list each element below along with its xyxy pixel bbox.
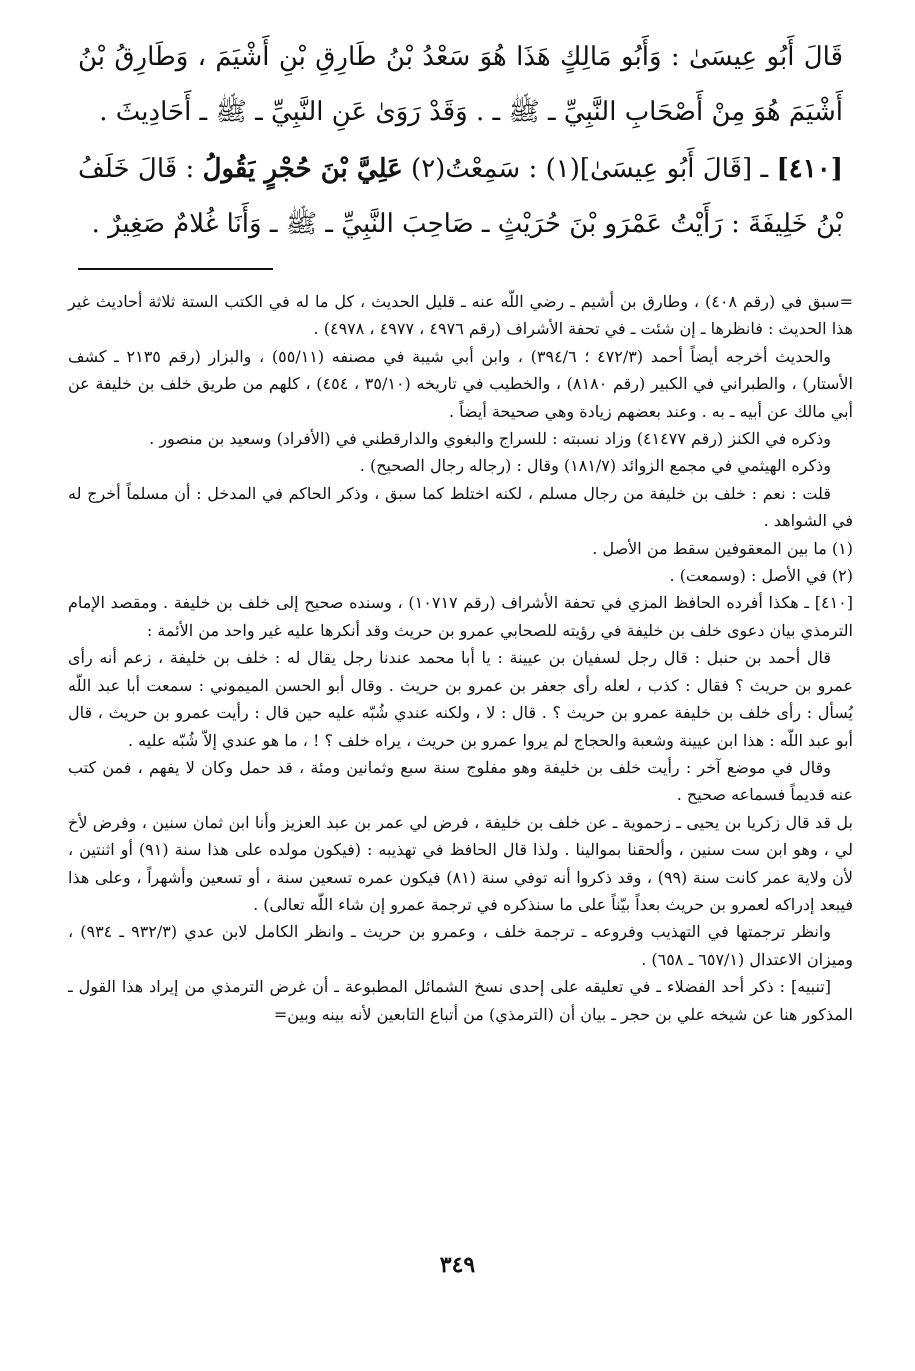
hadith-number: [٤١٠] bbox=[776, 154, 844, 184]
footnote-paragraph: قلت : نعم : خلف بن خليفة من رجال مسلم ، لكنه اختلط كما سبق ، وذكر الحاكم في المدخل : أن مسلماً أخرج له في الشواهد . bbox=[68, 483, 853, 531]
footnote-paragraph: قال أحمد بن حنبل : قال رجل لسفيان بن عيينة : يا أبا محمد عندنا رجل يقال له : خلف بن خليفة ، زعم أنه رأى عمرو بن حريث ؟ فقال : كذب ، لعله رأى جعفر بن عمرو بن حريث . وقال أبو الحسن الميموني : سمعت أبا عبد اللّه يُسأل : رأى خلف بن خليفة عمرو بن حريث ؟ . قال : لا ، ولكنه عندي شُبّه عليه حين قال : رأيت عمرو بن حريث ، قال أبو عبد اللّه : هذا ابن عيينة وشعبة والحجاج لم يروا عمرو بن حريث ، يراه خلف ؟ ! ، ما هو عندي إلاّ شُبّه عليه . bbox=[68, 648, 853, 750]
hadith-410 bbox=[78, 142, 843, 252]
footnote-divider bbox=[78, 268, 273, 270]
footnote-paragraph: بل قد قال زكريا بن يحيى ـ زحموية ـ عن خلف بن خليفة ، فرض لي عمر بن عبد العزيز وأنا ابن ثمان سنين ، وفرض لأخ لي ، وهو ابن ست سنين ، وألحقنا بموالينا . ولذا قال الحافظ في تهذيبه : (فيكون مولده على هذا سنة (٩١) أو اثنتين ، لأن ولاية عمر كانت سنة (٩٩) ، وقد ذكروا أنه توفي سنة (٨١) فيكون عمره تسعين سنة ، أو تسعين وأشهراً ، وعلى هذا فيبعد إدراكه لعمرو بن حريث بعداً بيّناً على ما سنذكره في ترجمة عمرو إن شاء اللّه تعالى) . bbox=[68, 812, 853, 914]
footnote-paragraph: والحديث أخرجه أيضاً أحمد (٤٧٢/٣ ؛ ٣٩٤/٦) ، وابن أبي شيبة في مصنفه (٥٥/١١) ، والبزار (رقم ٢١٣٥ ـ كشف الأستار) ، والطبراني في الكبير (رقم ٨١٨٠) ، والخطيب في تاريخه (٣٥/١٠ ، ٤٥٤) ، كلهم من طريق خلف بن خليفة عن أبي مالك عن أبيه ـ به . وعند بعضهم زيادة وهي صحيحة أيضاً . bbox=[68, 346, 854, 421]
footnote-paragraph: وقال في موضع آخر : رأيت خلف بن خليفة وهو مفلوج سنة سبع وثمانين ومئة ، قد حمل وكان لا يفهم ، فمن كتب عنه قديماً فسماعه صحيح . bbox=[68, 757, 853, 805]
footnote-paragraph: وذكره في الكنز (رقم ٤١٤٧٧) وزاد نسبته : للسراج والبغوي والدارقطني في (الأفراد) وسعيد بن منصور . bbox=[149, 429, 831, 449]
page-number: ٣٤٩ bbox=[439, 1252, 476, 1278]
hadith-body: : قَالَ خَلَفُ بْنُ خَلِيفَةَ : رَأَيْتُ عَمْرَو بْنَ حُرَيْثٍ ـ صَاحِبَ النَّبِيِّ ـ ﷺ ـ وَأَنَا غُلامٌ صَغِيرٌ . bbox=[78, 154, 843, 239]
footnote-2: (٢) في الأصل : (وسمعت) . bbox=[669, 566, 853, 586]
main-paragraph: قَالَ أَبُو عِيسَىٰ : وَأَبُو مَالِكٍ هَذَا هُوَ سَعْدُ بْنُ طَارِقِ بْنِ أَشْيَمَ ، وَطَارِقُ بْنُ أَشْيَمَ هُوَ مِنْ أَصْحَابِ النَّبِيِّ ـ ﷺ ـ . وَقَدْ رَوَىٰ عَنِ النَّبِيِّ ـ ﷺ ـ أَحَادِيثَ . bbox=[78, 42, 843, 127]
footnote-410: [٤١٠] ـ هكذا أفرده الحافظ المزي في تحفة الأشراف (رقم ١٠٧١٧) ، وسنده صحيح إلى خلف بن خليفة . ومقصد الإمام الترمذي بيان دعوى خلف بن خليفة في رؤيته للصحابي عمرو بن حريث وقد أنكرها عليه غير واحد من الأئمة : bbox=[68, 593, 854, 640]
footnote-note: [تنبيه] : ذكر أحد الفضلاء ـ في تعليقه على إحدى نسخ الشمائل المطبوعة ـ أن غرض الترمذي من إيراد هذا القول ـ المذكور هنا عن شيخه علي بن حجر ـ بيان أن (الترمذي) من أتباع التابعين لأنه بينه وبين= bbox=[68, 977, 853, 1024]
footnote-1: (١) ما بين المعقوفين سقط من الأصل . bbox=[592, 538, 853, 558]
hadith-opening: ـ [قَالَ أَبُو عِيسَىٰ](١) : سَمِعْتُ(٢) bbox=[402, 154, 777, 184]
footnotes bbox=[68, 288, 853, 1028]
hadith-narrator: عَلِيَّ بْنَ حُجْرٍ يَقُولُ bbox=[202, 154, 403, 184]
footnote-paragraph: وذكره الهيثمي في مجمع الزوائد (١٨١/٧) وقال : (رجاله رجال الصحيح) . bbox=[359, 456, 831, 476]
main-text bbox=[78, 30, 843, 252]
footnote-paragraph: =سبق في (رقم ٤٠٨) ، وطارق بن أشيم ـ رضي اللّه عنه ـ قليل الحديث ، كل ما له في الكتب الستة ثلاثة أحاديث غير هذا الحديث : فانظرها ـ إن شئت ـ في تحفة الأشراف (رقم ٤٩٧٦ ، ٤٩٧٧ ، ٤٩٧٨) . bbox=[68, 292, 853, 339]
footnote-paragraph: وانظر ترجمتها في التهذيب وفروعه ـ ترجمة خلف ، وعمرو بن حريث ـ وانظر الكامل لابن عدي (٩٣٢/٣ ـ ٩٣٤) ، وميزان الاعتدال (٦٥٧/١ ـ ٦٥٨) . bbox=[68, 922, 853, 969]
